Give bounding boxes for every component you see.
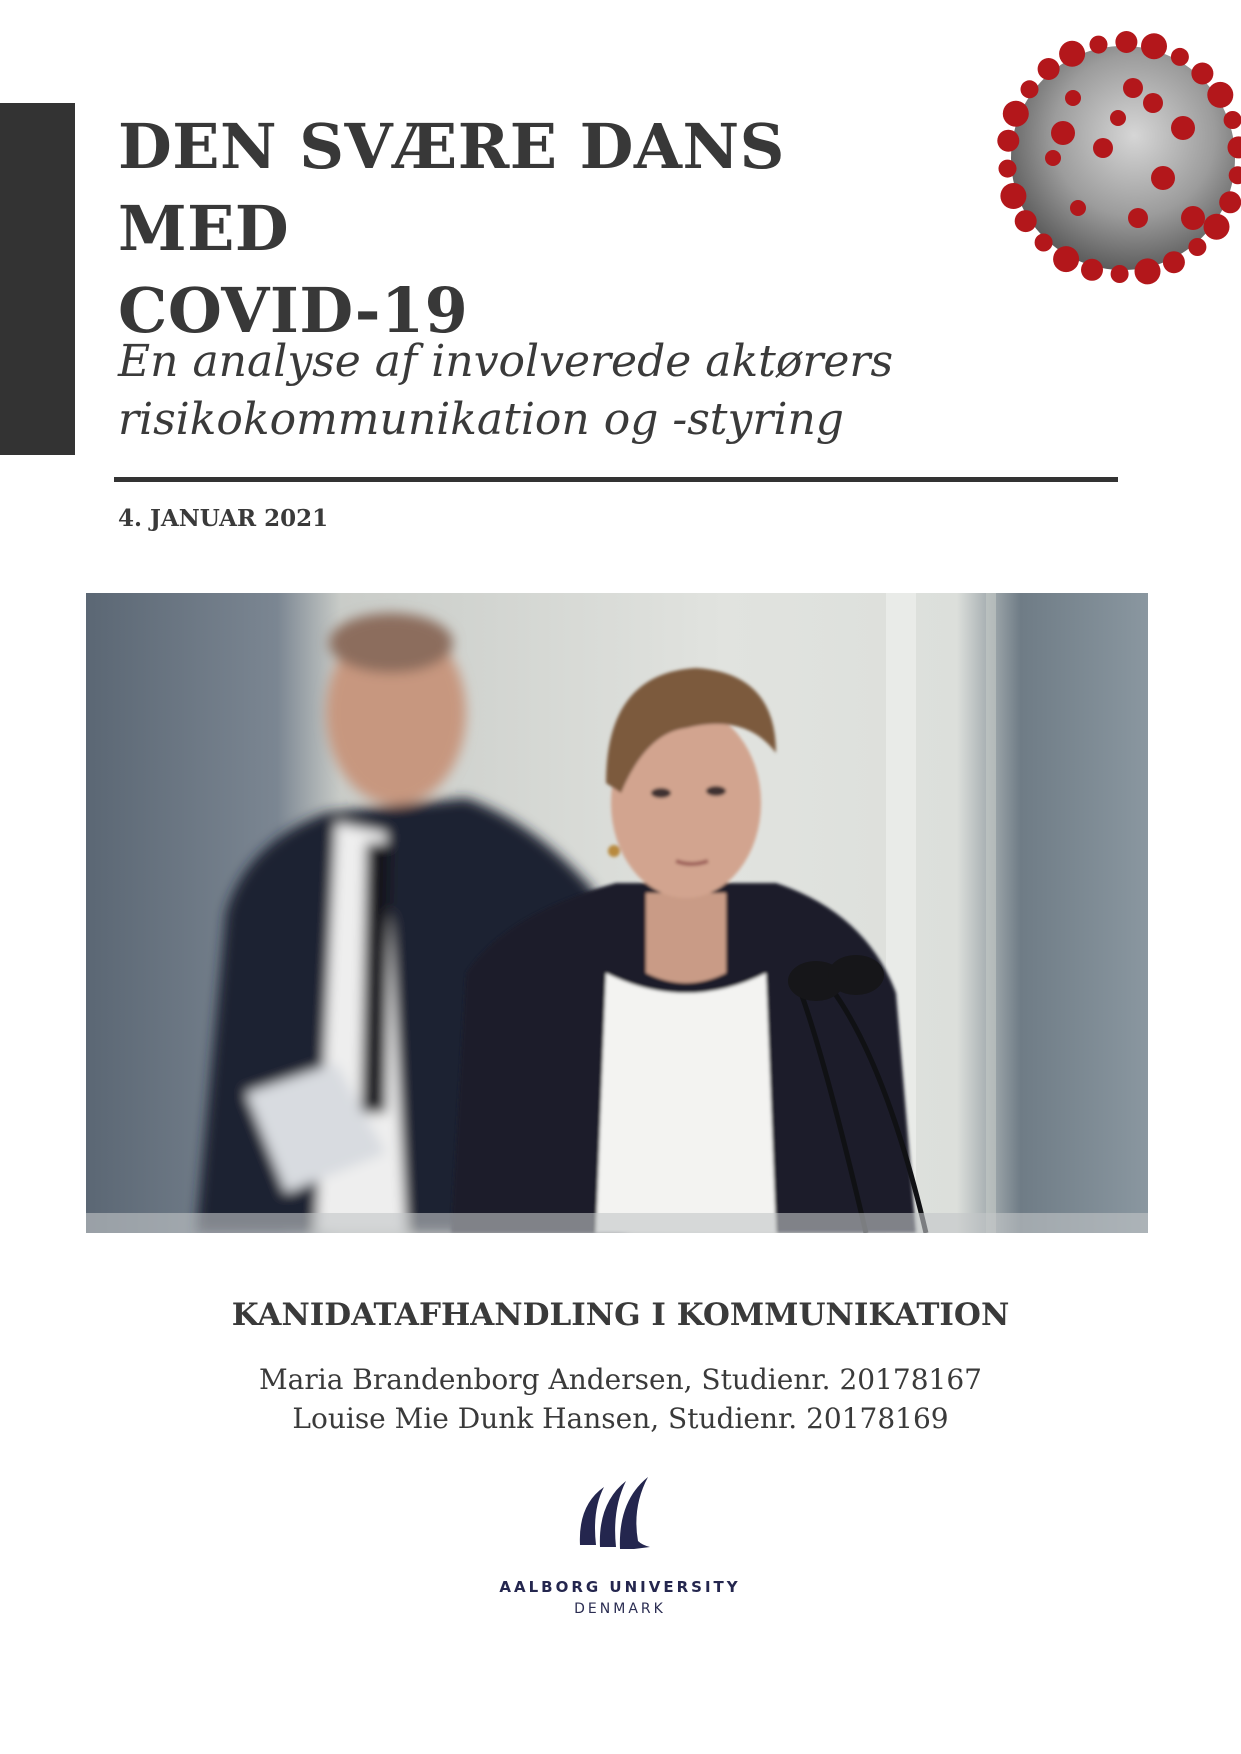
coronavirus-illustration <box>995 0 1241 330</box>
cover-photo <box>86 593 1148 1233</box>
logo-university-name: AALBORG UNIVERSITY <box>499 1578 741 1596</box>
page-title <box>118 106 968 352</box>
subtitle-line-1: En analyse af involverede aktørers <box>118 336 894 387</box>
title-divider <box>114 477 1118 482</box>
author-1: Maria Brandenborg Andersen, Studienr. 20178167 <box>259 1363 982 1396</box>
author-2: Louise Mie Dunk Hansen, Studienr. 20178169 <box>292 1402 949 1435</box>
logo-country: DENMARK <box>574 1601 666 1617</box>
subtitle <box>118 333 1018 449</box>
decorative-side-bar <box>0 103 75 455</box>
title-line-1: DEN SVÆRE DANS MED <box>118 110 785 265</box>
publication-date: 4. JANUAR 2021 <box>118 505 329 532</box>
thesis-type: KANIDATAFHANDLING I KOMMUNIKATION <box>231 1297 1010 1333</box>
subtitle-line-2: risikokommunikation og -styring <box>118 394 844 445</box>
university-logo <box>470 1475 770 1635</box>
aalborg-logo-icon <box>574 1475 664 1555</box>
title-line-2: COVID-19 <box>118 274 469 347</box>
